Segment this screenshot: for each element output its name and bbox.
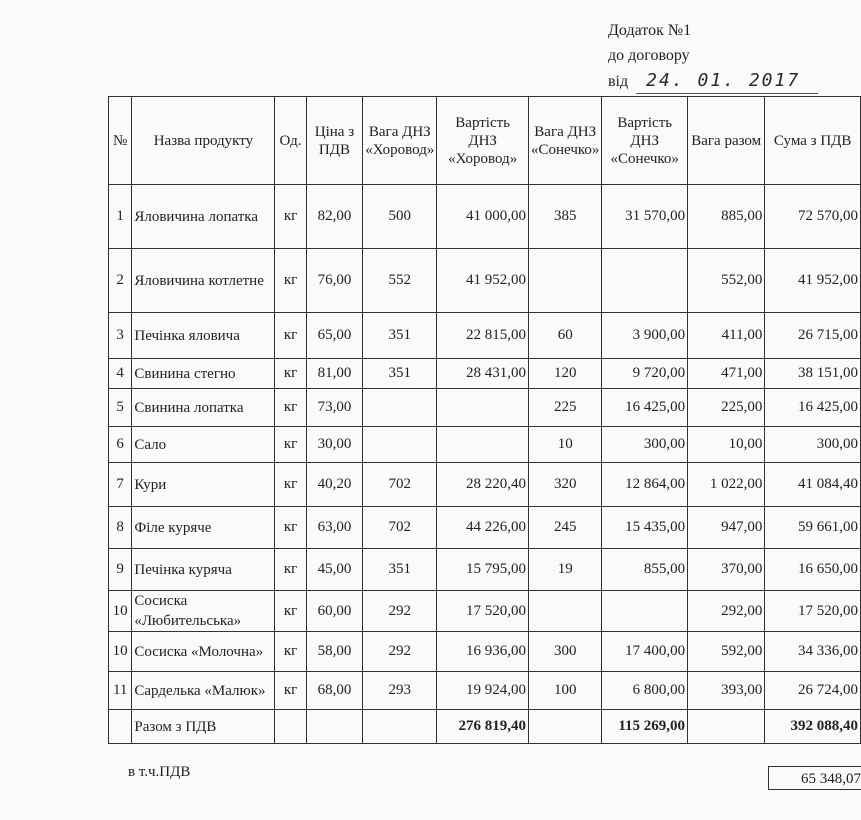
cell-wt: 552,00 <box>688 249 765 313</box>
cell-price: 60,00 <box>306 591 363 632</box>
handwritten-date: 24. 01. 2017 <box>636 68 818 94</box>
cell-w1 <box>363 427 437 463</box>
col-header-cost-sonechko: Вартість ДНЗ «Сонечко» <box>602 97 688 185</box>
cell-wt: 592,00 <box>688 632 765 672</box>
cell-c2: 12 864,00 <box>602 463 688 507</box>
col-header-weight-total: Вага разом <box>688 97 765 185</box>
cell-c2: 16 425,00 <box>602 389 688 427</box>
appendix-subtitle: до договору <box>608 47 690 64</box>
cell-w2: 100 <box>529 672 602 710</box>
cell-sum: 16 425,00 <box>765 389 861 427</box>
cell-name: Сосиска «Любительська» <box>132 591 275 632</box>
cell-w2: 300 <box>529 632 602 672</box>
cell-unit: кг <box>275 632 306 672</box>
cell-unit: кг <box>275 507 306 549</box>
cell-no: 10 <box>109 591 132 632</box>
appendix-header <box>608 18 818 94</box>
cell-w1 <box>363 389 437 427</box>
cell-w2: 320 <box>529 463 602 507</box>
cell-price: 30,00 <box>306 427 363 463</box>
cell-c1: 28 220,40 <box>437 463 529 507</box>
cell-w1: 351 <box>363 359 437 389</box>
cell-w1: 293 <box>363 672 437 710</box>
cell-name: Філе куряче <box>132 507 275 549</box>
table-header-row <box>109 97 861 185</box>
cell-sum: 16 650,00 <box>765 549 861 591</box>
cell-price: 68,00 <box>306 672 363 710</box>
cell-c2: 6 800,00 <box>602 672 688 710</box>
cell-wt: 292,00 <box>688 591 765 632</box>
cell-w2: 10 <box>529 427 602 463</box>
cell-c1: 15 795,00 <box>437 549 529 591</box>
cell-wt: 225,00 <box>688 389 765 427</box>
col-header-sum-vat: Сума з ПДВ <box>765 97 861 185</box>
cell-sum: 41 084,40 <box>765 463 861 507</box>
cell-c1: 28 431,00 <box>437 359 529 389</box>
cell-name: Сосиска «Молочна» <box>132 632 275 672</box>
cell-price: 82,00 <box>306 185 363 249</box>
col-header-number: № <box>109 97 132 185</box>
cell-price: 58,00 <box>306 632 363 672</box>
total-cell-empty <box>275 710 306 744</box>
cell-sum: 41 952,00 <box>765 249 861 313</box>
cell-unit: кг <box>275 185 306 249</box>
total-label: Разом з ПДВ <box>132 710 275 744</box>
cell-name: Печінка куряча <box>132 549 275 591</box>
cell-no: 3 <box>109 313 132 359</box>
col-header-unit: Од. <box>275 97 306 185</box>
total-cell-empty <box>363 710 437 744</box>
cell-c1 <box>437 389 529 427</box>
total-cell-empty <box>529 710 602 744</box>
table-row <box>109 463 861 507</box>
cell-wt: 10,00 <box>688 427 765 463</box>
cell-c2: 15 435,00 <box>602 507 688 549</box>
cell-no: 10 <box>109 632 132 672</box>
col-header-cost-khorovod: Вартість ДНЗ «Хоровод» <box>437 97 529 185</box>
cell-c2 <box>602 249 688 313</box>
cell-no: 2 <box>109 249 132 313</box>
cell-w1: 351 <box>363 549 437 591</box>
cell-c1: 22 815,00 <box>437 313 529 359</box>
cell-w2: 245 <box>529 507 602 549</box>
table-row <box>109 549 861 591</box>
col-header-price: Ціна з ПДВ <box>306 97 363 185</box>
vat-value: 65 348,07 <box>768 766 861 790</box>
cell-c1: 17 520,00 <box>437 591 529 632</box>
col-header-weight-khorovod: Вага ДНЗ «Хоровод» <box>363 97 437 185</box>
cell-no: 1 <box>109 185 132 249</box>
cell-c2: 300,00 <box>602 427 688 463</box>
cell-unit: кг <box>275 463 306 507</box>
cell-price: 65,00 <box>306 313 363 359</box>
cell-sum: 72 570,00 <box>765 185 861 249</box>
col-header-weight-sonechko: Вага ДНЗ «Сонечко» <box>529 97 602 185</box>
cell-w2: 385 <box>529 185 602 249</box>
cell-wt: 411,00 <box>688 313 765 359</box>
cell-no: 4 <box>109 359 132 389</box>
cell-name: Сало <box>132 427 275 463</box>
cell-w2: 225 <box>529 389 602 427</box>
cell-name: Сарделька «Малюк» <box>132 672 275 710</box>
cell-no: 5 <box>109 389 132 427</box>
cell-unit: кг <box>275 359 306 389</box>
cell-wt: 471,00 <box>688 359 765 389</box>
cell-sum: 17 520,00 <box>765 591 861 632</box>
cell-c2: 17 400,00 <box>602 632 688 672</box>
total-cost-khorovod: 276 819,40 <box>437 710 529 744</box>
cell-w2 <box>529 249 602 313</box>
total-row <box>109 710 861 744</box>
cell-w2: 120 <box>529 359 602 389</box>
cell-c2: 9 720,00 <box>602 359 688 389</box>
cell-w1: 500 <box>363 185 437 249</box>
cell-name: Свинина стегно <box>132 359 275 389</box>
cell-price: 73,00 <box>306 389 363 427</box>
appendix-title: Додаток №1 <box>608 22 692 39</box>
cell-price: 40,20 <box>306 463 363 507</box>
cell-price: 45,00 <box>306 549 363 591</box>
cell-name: Кури <box>132 463 275 507</box>
cell-wt: 947,00 <box>688 507 765 549</box>
cell-c1: 19 924,00 <box>437 672 529 710</box>
products-table <box>108 96 861 744</box>
cell-unit: кг <box>275 389 306 427</box>
total-cell-empty <box>109 710 132 744</box>
cell-no: 11 <box>109 672 132 710</box>
cell-w1: 292 <box>363 632 437 672</box>
total-sum-vat: 392 088,40 <box>765 710 861 744</box>
cell-sum: 59 661,00 <box>765 507 861 549</box>
cell-c1: 44 226,00 <box>437 507 529 549</box>
table-row <box>109 507 861 549</box>
cell-c2: 31 570,00 <box>602 185 688 249</box>
total-cell-empty <box>306 710 363 744</box>
cell-c2 <box>602 591 688 632</box>
cell-sum: 26 715,00 <box>765 313 861 359</box>
table-row <box>109 672 861 710</box>
cell-name: Яловичина котлетне <box>132 249 275 313</box>
cell-unit: кг <box>275 672 306 710</box>
cell-wt: 393,00 <box>688 672 765 710</box>
cell-sum: 300,00 <box>765 427 861 463</box>
cell-c2: 855,00 <box>602 549 688 591</box>
date-prefix: від <box>608 73 629 90</box>
cell-w1: 552 <box>363 249 437 313</box>
cell-w2: 19 <box>529 549 602 591</box>
table-row <box>109 389 861 427</box>
cell-w1: 292 <box>363 591 437 632</box>
total-cell-empty <box>688 710 765 744</box>
table-row <box>109 427 861 463</box>
cell-no: 7 <box>109 463 132 507</box>
table-row <box>109 632 861 672</box>
cell-w1: 702 <box>363 507 437 549</box>
total-cost-sonechko: 115 269,00 <box>602 710 688 744</box>
cell-no: 8 <box>109 507 132 549</box>
cell-wt: 1 022,00 <box>688 463 765 507</box>
table-row <box>109 249 861 313</box>
cell-w1: 351 <box>363 313 437 359</box>
table-row <box>109 591 861 632</box>
vat-label: в т.ч.ПДВ <box>128 764 191 780</box>
cell-unit: кг <box>275 427 306 463</box>
cell-unit: кг <box>275 549 306 591</box>
cell-name: Свинина лопатка <box>132 389 275 427</box>
cell-price: 63,00 <box>306 507 363 549</box>
cell-unit: кг <box>275 591 306 632</box>
cell-wt: 885,00 <box>688 185 765 249</box>
table-row <box>109 313 861 359</box>
table-row <box>109 359 861 389</box>
cell-sum: 26 724,00 <box>765 672 861 710</box>
cell-no: 6 <box>109 427 132 463</box>
cell-name: Яловичина лопатка <box>132 185 275 249</box>
cell-wt: 370,00 <box>688 549 765 591</box>
cell-w2: 60 <box>529 313 602 359</box>
cell-name: Печінка яловича <box>132 313 275 359</box>
cell-c1 <box>437 427 529 463</box>
cell-price: 76,00 <box>306 249 363 313</box>
cell-c1: 41 952,00 <box>437 249 529 313</box>
col-header-product: Назва продукту <box>132 97 275 185</box>
cell-c1: 16 936,00 <box>437 632 529 672</box>
cell-unit: кг <box>275 313 306 359</box>
cell-sum: 34 336,00 <box>765 632 861 672</box>
appendix-date-line <box>608 68 818 94</box>
cell-c1: 41 000,00 <box>437 185 529 249</box>
table-row <box>109 185 861 249</box>
cell-w2 <box>529 591 602 632</box>
cell-unit: кг <box>275 249 306 313</box>
cell-no: 9 <box>109 549 132 591</box>
cell-price: 81,00 <box>306 359 363 389</box>
cell-w1: 702 <box>363 463 437 507</box>
cell-sum: 38 151,00 <box>765 359 861 389</box>
cell-c2: 3 900,00 <box>602 313 688 359</box>
